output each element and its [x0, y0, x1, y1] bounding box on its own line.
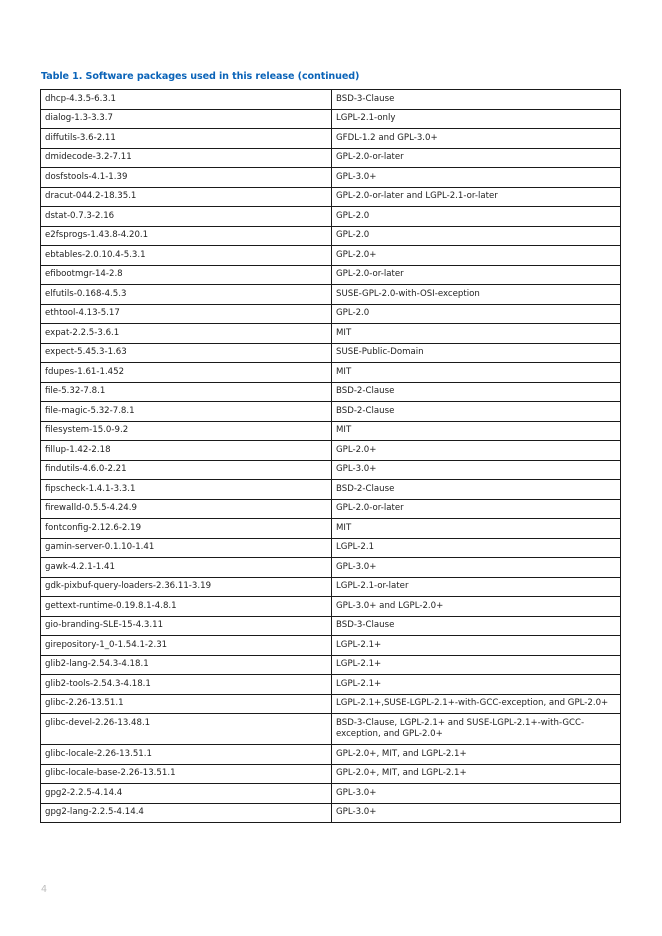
table-row: [41, 675, 621, 695]
package-name-cell: dosfstools-4.1-1.39: [41, 168, 332, 188]
package-name-cell: efibootmgr-14-2.8: [41, 265, 332, 285]
software-packages-table: [40, 89, 621, 823]
table-row: [41, 187, 621, 207]
license-cell: GPL-2.0+: [332, 246, 621, 266]
license-cell: GPL-3.0+: [332, 803, 621, 823]
package-name-cell: dmidecode-3.2-7.11: [41, 148, 332, 168]
table-body: [41, 90, 621, 823]
package-name-cell: girepository-1_0-1.54.1-2.31: [41, 636, 332, 656]
table-row: [41, 246, 621, 266]
license-cell: BSD-3-Clause, LGPL-2.1+ and SUSE-LGPL-2.1+-with-GCC-exception, and GPL-2.0+: [332, 714, 621, 745]
table-row: [41, 538, 621, 558]
package-name-cell: dracut-044.2-18.35.1: [41, 187, 332, 207]
table-row: [41, 558, 621, 578]
license-cell: MIT: [332, 324, 621, 344]
page-number: 4: [41, 884, 48, 895]
package-name-cell: glib2-tools-2.54.3-4.18.1: [41, 675, 332, 695]
package-name-cell: dstat-0.7.3-2.16: [41, 207, 332, 227]
license-cell: BSD-3-Clause: [332, 616, 621, 636]
table-row: [41, 129, 621, 149]
license-cell: GPL-2.0-or-later: [332, 499, 621, 519]
license-cell: GPL-2.0-or-later: [332, 265, 621, 285]
table-row: [41, 655, 621, 675]
license-cell: GPL-3.0+: [332, 168, 621, 188]
package-name-cell: dhcp-4.3.5-6.3.1: [41, 90, 332, 110]
license-cell: SUSE-Public-Domain: [332, 343, 621, 363]
license-cell: GFDL-1.2 and GPL-3.0+: [332, 129, 621, 149]
license-cell: LGPL-2.1-or-later: [332, 577, 621, 597]
license-cell: MIT: [332, 363, 621, 383]
license-cell: GPL-2.0+, MIT, and LGPL-2.1+: [332, 745, 621, 765]
table-row: [41, 597, 621, 617]
table-row: [41, 402, 621, 422]
license-cell: GPL-3.0+: [332, 558, 621, 578]
table-row: [41, 616, 621, 636]
table-row: [41, 421, 621, 441]
package-name-cell: firewalld-0.5.5-4.24.9: [41, 499, 332, 519]
license-cell: MIT: [332, 421, 621, 441]
license-cell: GPL-2.0: [332, 226, 621, 246]
license-cell: GPL-2.0: [332, 304, 621, 324]
table-row: [41, 363, 621, 383]
license-cell: BSD-2-Clause: [332, 480, 621, 500]
table-row: [41, 636, 621, 656]
table-row: [41, 714, 621, 745]
package-name-cell: gamin-server-0.1.10-1.41: [41, 538, 332, 558]
license-cell: BSD-2-Clause: [332, 402, 621, 422]
table-row: [41, 109, 621, 129]
license-cell: GPL-2.0: [332, 207, 621, 227]
license-cell: LGPL-2.1-only: [332, 109, 621, 129]
table-row: [41, 324, 621, 344]
license-cell: LGPL-2.1+: [332, 636, 621, 656]
package-name-cell: gawk-4.2.1-1.41: [41, 558, 332, 578]
table-row: [41, 499, 621, 519]
table-row: [41, 480, 621, 500]
license-cell: LGPL-2.1+: [332, 655, 621, 675]
table-row: [41, 343, 621, 363]
license-cell: GPL-3.0+ and LGPL-2.0+: [332, 597, 621, 617]
package-name-cell: diffutils-3.6-2.11: [41, 129, 332, 149]
table-row: [41, 207, 621, 227]
table-row: [41, 168, 621, 188]
license-cell: GPL-2.0+: [332, 441, 621, 461]
table-row: [41, 745, 621, 765]
table-row: [41, 382, 621, 402]
package-name-cell: fontconfig-2.12.6-2.19: [41, 519, 332, 539]
license-cell: BSD-2-Clause: [332, 382, 621, 402]
package-name-cell: fipscheck-1.4.1-3.3.1: [41, 480, 332, 500]
table-row: [41, 441, 621, 461]
package-name-cell: dialog-1.3-3.3.7: [41, 109, 332, 129]
package-name-cell: elfutils-0.168-4.5.3: [41, 285, 332, 305]
table-row: [41, 460, 621, 480]
package-name-cell: glibc-devel-2.26-13.48.1: [41, 714, 332, 745]
package-name-cell: fillup-1.42-2.18: [41, 441, 332, 461]
table-row: [41, 694, 621, 714]
package-name-cell: fdupes-1.61-1.452: [41, 363, 332, 383]
package-name-cell: gettext-runtime-0.19.8.1-4.8.1: [41, 597, 332, 617]
package-name-cell: glibc-2.26-13.51.1: [41, 694, 332, 714]
package-name-cell: file-magic-5.32-7.8.1: [41, 402, 332, 422]
package-name-cell: glibc-locale-2.26-13.51.1: [41, 745, 332, 765]
license-cell: MIT: [332, 519, 621, 539]
package-name-cell: gpg2-2.2.5-4.14.4: [41, 784, 332, 804]
table-row: [41, 803, 621, 823]
license-cell: SUSE-GPL-2.0-with-OSI-exception: [332, 285, 621, 305]
table-row: [41, 784, 621, 804]
license-cell: BSD-3-Clause: [332, 90, 621, 110]
package-name-cell: glibc-locale-base-2.26-13.51.1: [41, 764, 332, 784]
table-row: [41, 577, 621, 597]
package-name-cell: gdk-pixbuf-query-loaders-2.36.11-3.19: [41, 577, 332, 597]
package-name-cell: file-5.32-7.8.1: [41, 382, 332, 402]
license-cell: LGPL-2.1: [332, 538, 621, 558]
table-row: [41, 304, 621, 324]
package-name-cell: gpg2-lang-2.2.5-4.14.4: [41, 803, 332, 823]
table-row: [41, 90, 621, 110]
package-name-cell: e2fsprogs-1.43.8-4.20.1: [41, 226, 332, 246]
table-caption: Table 1. Software packages used in this release (continued): [41, 71, 360, 82]
package-name-cell: ethtool-4.13-5.17: [41, 304, 332, 324]
license-cell: GPL-3.0+: [332, 784, 621, 804]
table-row: [41, 226, 621, 246]
table-row: [41, 265, 621, 285]
package-name-cell: expat-2.2.5-3.6.1: [41, 324, 332, 344]
license-cell: LGPL-2.1+,SUSE-LGPL-2.1+-with-GCC-exception, and GPL-2.0+: [332, 694, 621, 714]
license-cell: GPL-2.0-or-later: [332, 148, 621, 168]
package-name-cell: gio-branding-SLE-15-4.3.11: [41, 616, 332, 636]
table-row: [41, 148, 621, 168]
package-name-cell: glib2-lang-2.54.3-4.18.1: [41, 655, 332, 675]
table-row: [41, 519, 621, 539]
license-cell: LGPL-2.1+: [332, 675, 621, 695]
package-name-cell: ebtables-2.0.10.4-5.3.1: [41, 246, 332, 266]
license-cell: GPL-2.0+, MIT, and LGPL-2.1+: [332, 764, 621, 784]
license-cell: GPL-2.0-or-later and LGPL-2.1-or-later: [332, 187, 621, 207]
license-cell: GPL-3.0+: [332, 460, 621, 480]
table-row: [41, 764, 621, 784]
table-row: [41, 285, 621, 305]
package-name-cell: expect-5.45.3-1.63: [41, 343, 332, 363]
package-name-cell: findutils-4.6.0-2.21: [41, 460, 332, 480]
package-name-cell: filesystem-15.0-9.2: [41, 421, 332, 441]
